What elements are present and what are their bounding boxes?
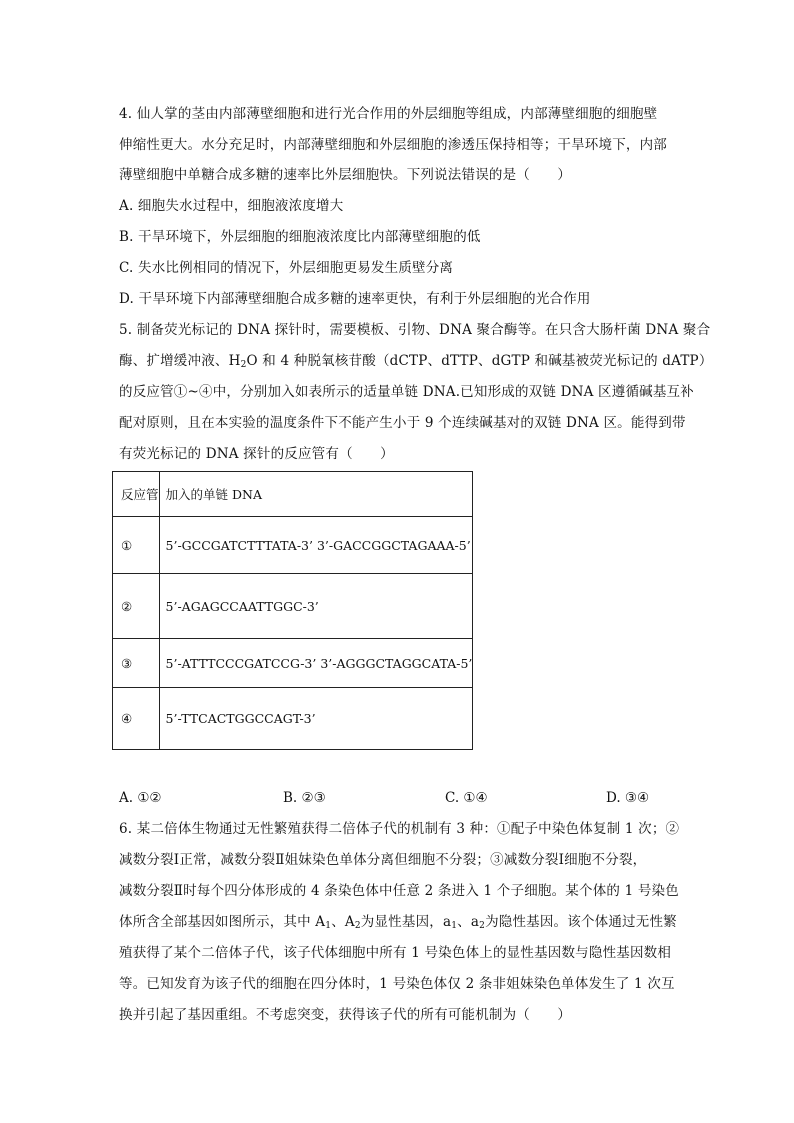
q6-stem-line-5: 殖获得了某个二倍体子代，该子代体细胞中所有 1 号染色体上的显性基因数与隐性基因数相: [119, 945, 672, 961]
q5-option-c: C. ①④: [445, 790, 488, 806]
table-header-tube: 反应管: [113, 472, 160, 517]
table-cell-dna: 5’-TTCACTGGCCAGT-3’: [159, 688, 473, 750]
table-cell-dna: 5’-GCCGATCTTTATA-3’ 3’-GACCGGCTAGAAA-5’: [159, 517, 473, 574]
q4-stem-line-1: 4. 仙人掌的茎由内部薄壁细胞和进行光合作用的外层细胞等组成，内部薄壁细胞的细胞壁: [119, 106, 658, 122]
q6-stem-line-6: 等。已知发育为该子代的细胞在四分体时，1 号染色体仅 2 条非姐妹染色单体发生了 1 次互: [119, 976, 675, 992]
q4-option-c: C. 失水比例相同的情况下，外层细胞更易发生质壁分离: [119, 260, 454, 276]
q5-stem-line-4: 配对原则，且在本实验的温度条件下不能产生小于 9 个连续碱基对的双链 DNA 区。能得到带: [119, 415, 686, 431]
q6-stem-line-1: 6. 某二倍体生物通过无性繁殖获得二倍体子代的机制有 3 种：①配子中染色体复制 1 次；②: [119, 821, 680, 837]
q4-option-a: A. 细胞失水过程中，细胞液浓度增大: [119, 198, 344, 214]
q4-stem-line-2: 伸缩性更大。水分充足时，内部薄壁细胞和外层细胞的渗透压保持相等；干旱环境下，内部: [119, 137, 667, 153]
table-row: [113, 574, 473, 639]
table-cell-dna: 5’-ATTTCCCGATCCG-3’ 3’-AGGGCTAGGCATA-5’: [159, 639, 473, 688]
table-header-row: [113, 472, 473, 517]
q4-stem-line-3: 薄壁细胞中单糖合成多糖的速率比外层细胞快。下列说法错误的是（ ）: [119, 167, 572, 183]
q5-option-d: D. ③④: [606, 790, 650, 806]
q6-stem-line-4: 体所含全部基因如图所示，其中 $A_1$、$A_2$为显性基因，$a_1$、$a_2$为隐性基因。该个体通过无性繁: [119, 914, 677, 931]
q6-stem-line-7: 换并引起了基因重组。不考虑突变，获得该子代的所有可能机制为（ ）: [119, 1007, 572, 1023]
table-cell-tube: ②: [113, 574, 160, 639]
table-row: [113, 688, 473, 750]
q4-option-d: D. 干旱环境下内部薄壁细胞合成多糖的速率更快，有利于外层细胞的光合作用: [119, 291, 591, 307]
q6-stem-line-3: 减数分裂Ⅱ时每个四分体形成的 4 条染色体中任意 2 条进入 1 个子细胞。某个体的 1 号染色: [119, 883, 679, 899]
table-cell-tube: ③: [113, 639, 160, 688]
table-row: [113, 639, 473, 688]
q5-stem-line-5: 有荧光标记的 DNA 探针的反应管有（ ）: [119, 446, 394, 462]
dna-table: [112, 471, 473, 750]
q5-stem-line-3: 的反应管①~④中，分别加入如表所示的适量单链 DNA.已知形成的双链 DNA 区遵循碱基互补: [119, 384, 694, 400]
q5-stem-line-2: 酶、扩增缓冲液、$H_2O$ 和 4 种脱氧核苷酸（dCTP、dTTP、dGTP 和碱基被荧光标记的 dATP）: [119, 353, 713, 370]
q5-stem-line-1: 5. 制备荧光标记的 DNA 探针时，需要模板、引物、DNA 聚合酶等。在只含大肠杆菌 DNA 聚合: [119, 322, 711, 338]
table-row: [113, 517, 473, 574]
q5-option-b: B. ②③: [283, 790, 326, 806]
q6-stem-line-2: 减数分裂Ⅰ正常，减数分裂Ⅱ姐妹染色单体分离但细胞不分裂；③减数分裂Ⅰ细胞不分裂，: [119, 852, 647, 868]
table-cell-tube: ①: [113, 517, 160, 574]
q4-option-b: B. 干旱环境下，外层细胞的细胞液浓度比内部薄壁细胞的低: [119, 229, 481, 245]
table-cell-dna: 5’-AGAGCCAATTGGC-3’: [159, 574, 473, 639]
q5-option-a: A. ①②: [119, 790, 162, 806]
table-cell-tube: ④: [113, 688, 160, 750]
table-header-dna: 加入的单链 DNA: [159, 472, 473, 517]
